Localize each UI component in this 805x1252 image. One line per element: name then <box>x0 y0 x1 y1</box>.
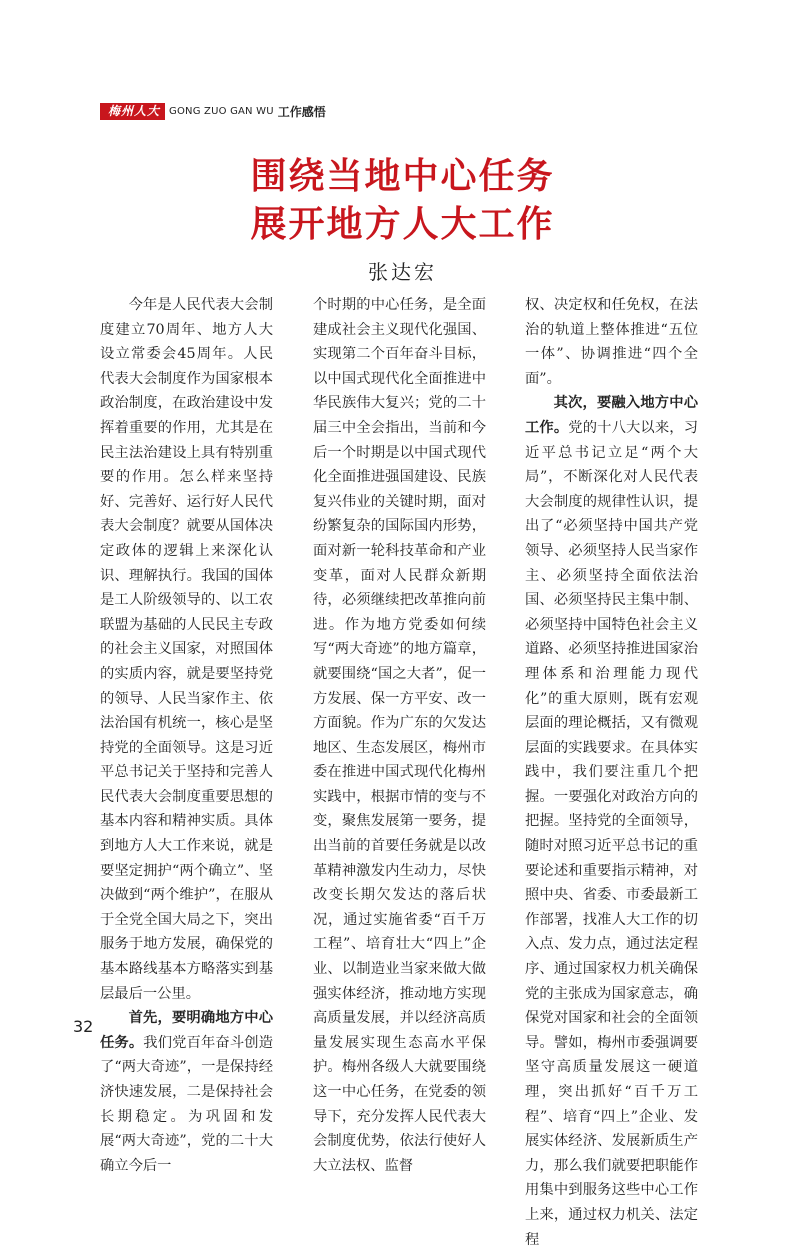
paragraph-lead: 其次，要融入地方中心工作。 <box>525 395 698 436</box>
text-column-2 <box>313 293 486 1178</box>
paragraph-body: 党的十八大以来，习近平总书记立足“两个大局”，不断深化对人民代表大会制度的规律性认识，提出了“必须坚持中国共产党领导、必须坚持人民当家作主、必须坚持全面依法治国、必须坚持民主集中制、必须坚持中国特色社会主义道路、必须坚持推进国家治理体系和治理能力现代化”的重大原则，既有宏观层面的理论概括，又有微观层面的实践要求。在具体实践中，我们要注重几个把握。一要强化对政治方向的把握。坚持党的全面领导，随时对照习近平总书记的重要论述和重要指示精神，对照中央、省委、市委最新工作部署，找准人大工作的切入点、发力点，通过法定程序、通过国家权力机关确保党的主张成为国家意志，确保党对国家和社会的全面领导。譬如，梅州市委强调要坚守高质量发展这一硬道理，突出抓好“百千万工程”、培育“四上”企业、发展实体经济、发展新质生产力，那么我们就要把职能作用集中到服务这些中心工作上来，通过权力机关、法定程 <box>525 419 699 1248</box>
running-header <box>100 103 326 120</box>
page-number: 32 <box>73 1017 94 1036</box>
magazine-logo: 梅州人大 <box>100 103 165 120</box>
paragraph <box>525 391 698 1252</box>
paragraph-body: 我们党百年奋斗创造了“两大奇迹”，一是保持经济快速发展，二是保持社会长期稳定。为巩固和发展“两大奇迹”，党的二十大确立今后一 <box>100 1034 274 1174</box>
article-title-line-2: 展开地方人大工作 <box>250 204 555 245</box>
paragraph: 个时期的中心任务，是全面建成社会主义现代化强国、实现第二个百年奋斗目标，以中国式现代化全面推进中华民族伟大复兴；党的二十届三中全会指出，当前和今后一个时期是以中国式现代化全面推进强国建设、民族复兴伟业的关键时期，面对纷繁复杂的国际国内形势，面对新一轮科技革命和产业变革，面对人民群众新期待，必须继续把改革推向前进。作为地方党委如何续写“两大奇迹”的地方篇章，就要围绕“国之大者”，促一方发展、保一方平安、改一方面貌。作为广东的欠发达地区、生态发展区，梅州市委在推进中国式现代化梅州实践中，根据市情的变与不变，聚焦发展第一要务，提出当前的首要任务就是以改革精神激发内生动力，尽快改变长期欠发达的落后状况，通过实施省委“百千万工程”、培育壮大“四上”企业、以制造业当家来做大做强实体经济，推动地方实现高质量发展，并以经济高质量发展实现生态高水平保护。梅州各级人大就要围绕这一中心任务，在党委的领导下，充分发挥人民代表大会制度优势，依法行使好人大立法权、监督 <box>313 297 486 1174</box>
article-title-line-1: 围绕当地中心任务 <box>250 156 555 197</box>
paragraph-lead: 首先，要明确地方中心任务。 <box>100 1010 273 1051</box>
paragraph: 权、决定权和任免权，在法治的轨道上整体推进“五位一体”、协调推进“四个全面”。 <box>525 297 698 387</box>
paragraph: 今年是人民代表大会制度建立70周年、地方人大设立常委会45周年。人民代表大会制度作为国家根本政治制度，在政治建设中发挥着重要的作用，尤其是在民主法治建设上具有特别重要的作用。怎么样来坚持好、完善好、运行好人民代表大会制度？就要从国体决定政体的逻辑上来深化认识、理解执行。我国的国体是工人阶级领导的、以工农联盟为基础的人民民主专政的社会主义国家，对照国体的实质内容，就是要坚持党的领导、人民当家作主、依法治国有机统一，核心是坚持党的全面领导。这是习近平总书记关于坚持和完善人民代表大会制度重要思想的基本内容和精神实质。具体到地方人大工作来说，就是要坚定拥护“两个确立”、坚决做到“两个维护”，在服从于全党全国大局之下，突出服务于地方发展，确保党的基本路线基本方略落实到基层最后一公里。 <box>100 297 273 1002</box>
text-column-1 <box>100 293 273 1178</box>
paragraph <box>100 1006 273 1178</box>
author-name: 张达宏 <box>368 260 437 284</box>
text-column-3 <box>525 293 698 1252</box>
section-pinyin: GONG ZUO GAN WU <box>169 106 274 117</box>
section-title: 工作感悟 <box>277 105 326 119</box>
